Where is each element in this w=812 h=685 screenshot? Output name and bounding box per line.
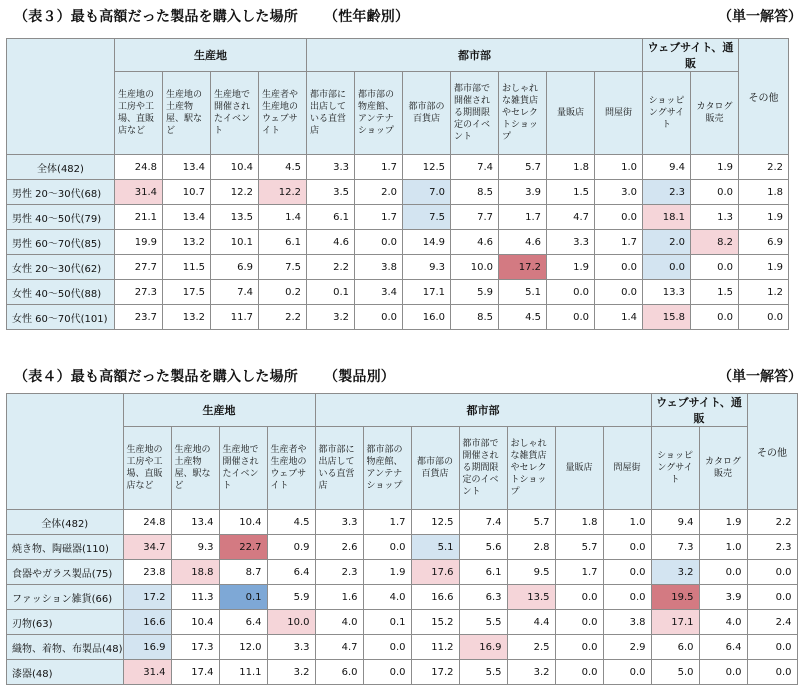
value-cell: 11.2: [411, 635, 459, 660]
other-column-header: その他: [747, 394, 797, 510]
value-cell: 6.0: [651, 635, 699, 660]
column-header: おしゃれな雑貨店やセレクトショップ: [507, 427, 555, 510]
value-cell: 23.7: [115, 305, 163, 330]
value-cell: 6.9: [739, 230, 789, 255]
value-cell: 4.0: [315, 610, 363, 635]
row-label: 織物、着物、布製品(48): [7, 635, 124, 660]
row-label: 女性 20～30代(62): [7, 255, 115, 280]
value-cell: 8.7: [219, 560, 267, 585]
table-row: [7, 155, 789, 180]
value-cell: 11.5: [163, 255, 211, 280]
value-cell: 1.4: [595, 305, 643, 330]
value-cell: 1.9: [547, 255, 595, 280]
table-row: [7, 280, 789, 305]
value-cell: 19.5: [651, 585, 699, 610]
table4: [6, 393, 798, 685]
value-cell: 31.4: [123, 660, 171, 685]
value-cell: 16.6: [411, 585, 459, 610]
column-header-row: [7, 427, 798, 510]
value-cell: 4.0: [363, 585, 411, 610]
value-cell: 24.8: [123, 510, 171, 535]
column-header: 量販店: [555, 427, 603, 510]
column-header: ショッピングサイト: [643, 72, 691, 155]
value-cell: 0.0: [747, 635, 797, 660]
row-label: 女性 60～70代(101): [7, 305, 115, 330]
value-cell: 4.7: [547, 205, 595, 230]
value-cell: 1.5: [691, 280, 739, 305]
other-column-header: その他: [739, 39, 789, 155]
value-cell: 2.2: [307, 255, 355, 280]
value-cell: 11.7: [211, 305, 259, 330]
corner-cell: [7, 39, 115, 155]
column-header: カタログ販売: [699, 427, 747, 510]
table-row: [7, 585, 798, 610]
table-row: [7, 610, 798, 635]
value-cell: 17.2: [499, 255, 547, 280]
column-header: 問屋街: [595, 72, 643, 155]
value-cell: 9.4: [643, 155, 691, 180]
value-cell: 5.7: [555, 535, 603, 560]
group-header-row: [7, 394, 798, 427]
value-cell: 1.8: [739, 180, 789, 205]
value-cell: 13.2: [163, 305, 211, 330]
column-header-row: [7, 72, 789, 155]
value-cell: 0.9: [267, 535, 315, 560]
value-cell: 17.2: [123, 585, 171, 610]
row-label: 女性 40～50代(88): [7, 280, 115, 305]
column-header: 生産地で開催されたイベント: [211, 72, 259, 155]
value-cell: 7.3: [651, 535, 699, 560]
value-cell: 7.4: [459, 510, 507, 535]
table-row: [7, 560, 798, 585]
value-cell: 16.9: [123, 635, 171, 660]
column-header: 都市部で開催される期間限定のイベント: [451, 72, 499, 155]
row-label: 男性 20～30代(68): [7, 180, 115, 205]
value-cell: 4.4: [507, 610, 555, 635]
value-cell: 2.2: [259, 305, 307, 330]
value-cell: 1.7: [555, 560, 603, 585]
value-cell: 0.0: [363, 535, 411, 560]
column-header: 生産地の土産物屋、駅など: [171, 427, 219, 510]
value-cell: 19.9: [115, 230, 163, 255]
value-cell: 10.4: [211, 155, 259, 180]
value-cell: 2.4: [747, 610, 797, 635]
value-cell: 5.6: [459, 535, 507, 560]
value-cell: 10.4: [171, 610, 219, 635]
value-cell: 3.3: [547, 230, 595, 255]
group-header: 生産地: [115, 39, 307, 72]
value-cell: 10.7: [163, 180, 211, 205]
value-cell: 13.4: [171, 510, 219, 535]
value-cell: 1.4: [259, 205, 307, 230]
value-cell: 0.0: [363, 660, 411, 685]
value-cell: 4.6: [307, 230, 355, 255]
value-cell: 5.9: [451, 280, 499, 305]
value-cell: 17.6: [411, 560, 459, 585]
corner-cell: [7, 394, 124, 510]
value-cell: 6.1: [459, 560, 507, 585]
value-cell: 6.4: [267, 560, 315, 585]
value-cell: 18.1: [643, 205, 691, 230]
column-header: おしゃれな雑貨店やセレクトショップ: [499, 72, 547, 155]
table4-title: （表４）最も高額だった製品を購入した場所 （製品別）: [14, 369, 395, 385]
table-row: [7, 635, 798, 660]
value-cell: 17.4: [171, 660, 219, 685]
value-cell: 1.5: [547, 180, 595, 205]
column-header: 都市部で開催される期間限定のイベント: [459, 427, 507, 510]
value-cell: 27.7: [115, 255, 163, 280]
value-cell: 2.2: [747, 510, 797, 535]
column-header: 生産者や生産地のウェブサイト: [259, 72, 307, 155]
value-cell: 15.2: [411, 610, 459, 635]
value-cell: 0.1: [363, 610, 411, 635]
value-cell: 0.0: [691, 255, 739, 280]
column-header: ショッピングサイト: [651, 427, 699, 510]
column-header: 生産地の工房や工場、直販店など: [115, 72, 163, 155]
value-cell: 5.1: [499, 280, 547, 305]
value-cell: 0.0: [555, 635, 603, 660]
table3-subtitle: （性年齢別）: [324, 9, 410, 25]
value-cell: 6.3: [459, 585, 507, 610]
value-cell: 7.4: [211, 280, 259, 305]
value-cell: 3.8: [355, 255, 403, 280]
value-cell: 4.7: [315, 635, 363, 660]
value-cell: 14.9: [403, 230, 451, 255]
table-row: [7, 230, 789, 255]
value-cell: 1.7: [363, 510, 411, 535]
value-cell: 2.0: [355, 180, 403, 205]
group-header: 生産地: [123, 394, 315, 427]
value-cell: 0.0: [355, 230, 403, 255]
value-cell: 18.8: [171, 560, 219, 585]
table3-header: [0, 2, 812, 28]
value-cell: 4.5: [267, 510, 315, 535]
value-cell: 3.9: [499, 180, 547, 205]
value-cell: 3.8: [603, 610, 651, 635]
value-cell: 2.0: [643, 230, 691, 255]
value-cell: 3.2: [307, 305, 355, 330]
value-cell: 2.5: [507, 635, 555, 660]
value-cell: 2.9: [603, 635, 651, 660]
value-cell: 13.4: [163, 155, 211, 180]
value-cell: 1.9: [739, 255, 789, 280]
value-cell: 8.2: [691, 230, 739, 255]
value-cell: 0.0: [603, 585, 651, 610]
column-header: 都市部の物産館、アンテナショップ: [363, 427, 411, 510]
value-cell: 9.5: [507, 560, 555, 585]
value-cell: 11.3: [171, 585, 219, 610]
value-cell: 1.7: [499, 205, 547, 230]
value-cell: 6.1: [307, 205, 355, 230]
value-cell: 0.0: [643, 255, 691, 280]
value-cell: 1.7: [355, 205, 403, 230]
value-cell: 0.0: [699, 560, 747, 585]
column-header: 都市部に出店している直営店: [315, 427, 363, 510]
group-header-row: [7, 39, 789, 72]
value-cell: 16.6: [123, 610, 171, 635]
value-cell: 0.0: [603, 560, 651, 585]
table4-answer-note: （単一解答）: [718, 369, 802, 385]
value-cell: 6.9: [211, 255, 259, 280]
group-header: 都市部: [315, 394, 651, 427]
value-cell: 12.5: [411, 510, 459, 535]
group-header: 都市部: [307, 39, 643, 72]
row-label: 刃物(63): [7, 610, 124, 635]
value-cell: 3.3: [267, 635, 315, 660]
row-label: ファッション雑貨(66): [7, 585, 124, 610]
table3: [6, 38, 789, 330]
group-header: ウェブサイト、通販: [651, 394, 747, 427]
column-header: 生産地で開催されたイベント: [219, 427, 267, 510]
value-cell: 3.2: [651, 560, 699, 585]
value-cell: 7.0: [403, 180, 451, 205]
value-cell: 1.7: [355, 155, 403, 180]
column-header: 都市部の百貨店: [403, 72, 451, 155]
value-cell: 34.7: [123, 535, 171, 560]
table3-answer-note: （単一解答）: [718, 9, 802, 25]
value-cell: 1.9: [691, 155, 739, 180]
value-cell: 1.0: [603, 510, 651, 535]
row-label: 漆器(48): [7, 660, 124, 685]
table4-subtitle: （製品別）: [324, 369, 395, 385]
value-cell: 13.3: [643, 280, 691, 305]
group-header: ウェブサイト、通販: [643, 39, 739, 72]
value-cell: 0.0: [555, 660, 603, 685]
value-cell: 4.6: [451, 230, 499, 255]
value-cell: 10.0: [267, 610, 315, 635]
value-cell: 17.2: [411, 660, 459, 685]
column-header: 生産者や生産地のウェブサイト: [267, 427, 315, 510]
value-cell: 4.0: [699, 610, 747, 635]
value-cell: 1.7: [595, 230, 643, 255]
column-header: 問屋街: [603, 427, 651, 510]
row-label: 全体(482): [7, 510, 124, 535]
value-cell: 0.1: [307, 280, 355, 305]
value-cell: 0.0: [747, 660, 797, 685]
value-cell: 5.5: [459, 610, 507, 635]
value-cell: 0.0: [699, 660, 747, 685]
value-cell: 0.0: [547, 280, 595, 305]
value-cell: 6.4: [699, 635, 747, 660]
value-cell: 16.0: [403, 305, 451, 330]
value-cell: 0.2: [259, 280, 307, 305]
table-row: [7, 205, 789, 230]
value-cell: 13.5: [507, 585, 555, 610]
table-row: [7, 255, 789, 280]
value-cell: 2.6: [315, 535, 363, 560]
value-cell: 10.1: [211, 230, 259, 255]
column-header: 生産地の工房や工場、直販店など: [123, 427, 171, 510]
value-cell: 16.9: [459, 635, 507, 660]
value-cell: 3.0: [595, 180, 643, 205]
value-cell: 13.2: [163, 230, 211, 255]
table-row: [7, 535, 798, 560]
row-label: 全体(482): [7, 155, 115, 180]
value-cell: 6.0: [315, 660, 363, 685]
table3-title: （表３）最も高額だった製品を購入した場所 （性年齢別）: [14, 9, 410, 25]
table4-header: [0, 362, 812, 388]
value-cell: 0.0: [595, 205, 643, 230]
column-header: 都市部に出店している直営店: [307, 72, 355, 155]
value-cell: 3.2: [267, 660, 315, 685]
value-cell: 2.3: [315, 560, 363, 585]
value-cell: 3.9: [699, 585, 747, 610]
value-cell: 11.1: [219, 660, 267, 685]
value-cell: 1.9: [699, 510, 747, 535]
value-cell: 3.4: [355, 280, 403, 305]
value-cell: 21.1: [115, 205, 163, 230]
column-header: 都市部の物産館、アンテナショップ: [355, 72, 403, 155]
value-cell: 0.0: [555, 585, 603, 610]
value-cell: 0.0: [747, 560, 797, 585]
value-cell: 0.0: [555, 610, 603, 635]
value-cell: 0.0: [595, 280, 643, 305]
value-cell: 9.3: [403, 255, 451, 280]
value-cell: 5.7: [507, 510, 555, 535]
row-label: 男性 40～50代(79): [7, 205, 115, 230]
value-cell: 22.7: [219, 535, 267, 560]
value-cell: 3.3: [315, 510, 363, 535]
value-cell: 13.5: [211, 205, 259, 230]
value-cell: 17.3: [171, 635, 219, 660]
value-cell: 6.1: [259, 230, 307, 255]
value-cell: 7.7: [451, 205, 499, 230]
value-cell: 0.1: [219, 585, 267, 610]
table-row: [7, 305, 789, 330]
value-cell: 0.0: [355, 305, 403, 330]
value-cell: 10.0: [451, 255, 499, 280]
value-cell: 7.5: [403, 205, 451, 230]
value-cell: 0.0: [691, 180, 739, 205]
value-cell: 4.5: [259, 155, 307, 180]
value-cell: 1.9: [363, 560, 411, 585]
value-cell: 1.3: [691, 205, 739, 230]
row-label: 男性 60～70代(85): [7, 230, 115, 255]
value-cell: 7.5: [259, 255, 307, 280]
column-header: 生産地の土産物屋、駅など: [163, 72, 211, 155]
table-row: [7, 660, 798, 685]
value-cell: 12.0: [219, 635, 267, 660]
value-cell: 0.0: [691, 305, 739, 330]
column-header: カタログ販売: [691, 72, 739, 155]
value-cell: 6.4: [219, 610, 267, 635]
value-cell: 17.1: [403, 280, 451, 305]
value-cell: 2.8: [507, 535, 555, 560]
column-header: 都市部の百貨店: [411, 427, 459, 510]
value-cell: 17.5: [163, 280, 211, 305]
value-cell: 2.2: [739, 155, 789, 180]
value-cell: 3.3: [307, 155, 355, 180]
table-row: [7, 180, 789, 205]
value-cell: 13.4: [163, 205, 211, 230]
value-cell: 1.0: [595, 155, 643, 180]
value-cell: 1.9: [739, 205, 789, 230]
value-cell: 0.0: [603, 660, 651, 685]
value-cell: 3.2: [507, 660, 555, 685]
value-cell: 7.4: [451, 155, 499, 180]
value-cell: 0.0: [595, 255, 643, 280]
value-cell: 4.6: [499, 230, 547, 255]
value-cell: 5.1: [411, 535, 459, 560]
value-cell: 5.0: [651, 660, 699, 685]
value-cell: 2.3: [643, 180, 691, 205]
value-cell: 15.8: [643, 305, 691, 330]
value-cell: 3.5: [307, 180, 355, 205]
value-cell: 1.6: [315, 585, 363, 610]
value-cell: 1.8: [555, 510, 603, 535]
value-cell: 12.2: [259, 180, 307, 205]
value-cell: 9.4: [651, 510, 699, 535]
value-cell: 2.3: [747, 535, 797, 560]
value-cell: 31.4: [115, 180, 163, 205]
value-cell: 5.5: [459, 660, 507, 685]
value-cell: 23.8: [123, 560, 171, 585]
value-cell: 1.0: [699, 535, 747, 560]
value-cell: 5.9: [267, 585, 315, 610]
value-cell: 1.2: [739, 280, 789, 305]
value-cell: 8.5: [451, 305, 499, 330]
value-cell: 0.0: [547, 305, 595, 330]
value-cell: 27.3: [115, 280, 163, 305]
value-cell: 0.0: [363, 635, 411, 660]
value-cell: 8.5: [451, 180, 499, 205]
value-cell: 5.7: [499, 155, 547, 180]
row-label: 焼き物、陶磁器(110): [7, 535, 124, 560]
table-row: [7, 510, 798, 535]
value-cell: 4.5: [499, 305, 547, 330]
value-cell: 17.1: [651, 610, 699, 635]
column-header: 量販店: [547, 72, 595, 155]
value-cell: 12.5: [403, 155, 451, 180]
value-cell: 0.0: [747, 585, 797, 610]
value-cell: 24.8: [115, 155, 163, 180]
value-cell: 10.4: [219, 510, 267, 535]
value-cell: 0.0: [739, 305, 789, 330]
value-cell: 0.0: [603, 535, 651, 560]
value-cell: 1.8: [547, 155, 595, 180]
value-cell: 12.2: [211, 180, 259, 205]
value-cell: 9.3: [171, 535, 219, 560]
row-label: 食器やガラス製品(75): [7, 560, 124, 585]
